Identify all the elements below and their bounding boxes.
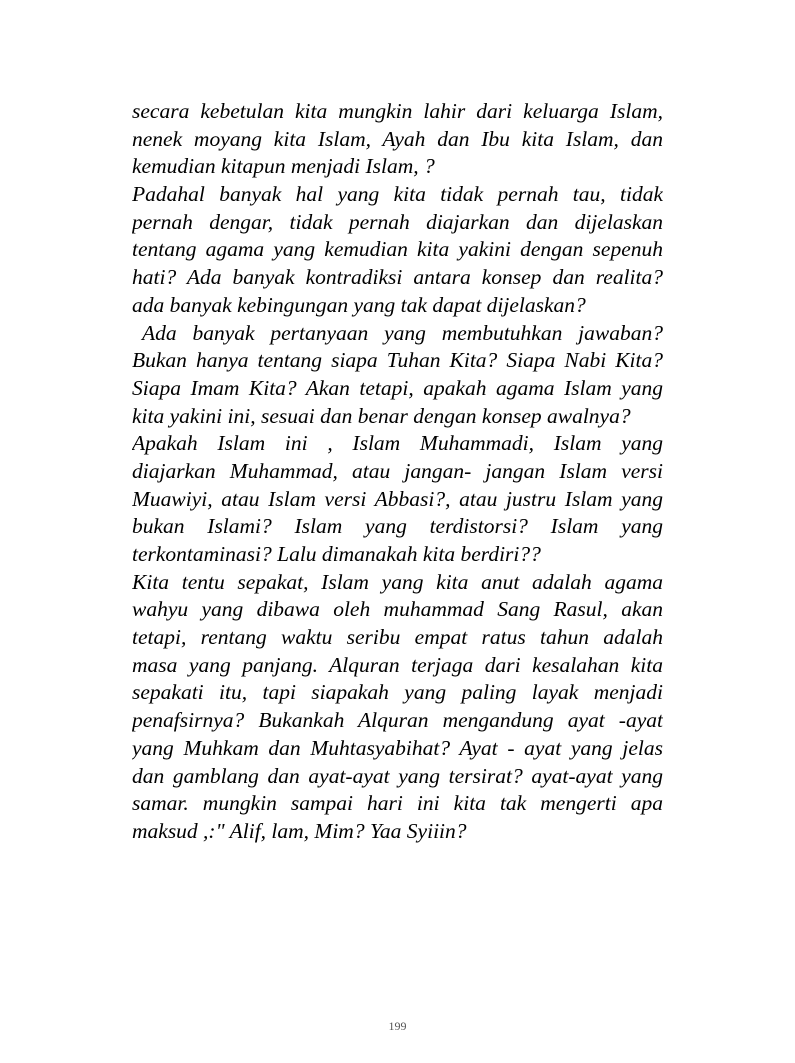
text-line: Ada banyak pertanyaan yang membutuhkan jawaban?	[142, 320, 663, 345]
text-line: yang Muhkam dan Muhtasyabihat? Ayat - ayat yang jelas	[132, 735, 663, 760]
text-line: nenek moyang kita Islam, Ayah dan Ibu kita Islam, dan	[132, 126, 663, 151]
text-line: Padahal banyak hal yang kita tidak pernah tau, tidak	[132, 182, 663, 207]
text-line: penafsirnya? Bukankah Alquran mengandung ayat -ayat	[132, 708, 663, 733]
text-line: tentang agama yang kemudian kita yakini dengan sepenuh	[132, 237, 663, 262]
text-line: Apakah Islam ini , Islam Muhammadi, Islam yang	[132, 431, 663, 456]
text-line: diajarkan Muhammad, atau jangan- jangan Islam versi	[132, 458, 663, 483]
text-line: Muawiyi, atau Islam versi Abbasi?, atau justru Islam yang	[132, 486, 663, 511]
text-line: masa yang panjang. Alquran terjaga dari kesalahan kita	[132, 652, 663, 677]
text-line: secara kebetulan kita mungkin lahir dari keluarga Islam,	[132, 99, 663, 123]
text-line: wahyu yang dibawa oleh muhammad Sang Rasul, akan	[132, 597, 663, 622]
text-line: hati? Ada banyak kontradiksi antara konsep dan realita?	[132, 265, 663, 290]
text-line: maksud ,:" Alif, lam, Mim? Yaa Syiiin?	[132, 818, 467, 843]
body-text	[132, 98, 663, 846]
text-line: Bukan hanya tentang siapa Tuhan Kita? Siapa Nabi Kita?	[132, 348, 663, 373]
text-line: terkontaminasi? Lalu dimanakah kita berdiri??	[132, 542, 541, 566]
text-line: tetapi, rentang waktu seribu empat ratus tahun adalah	[132, 625, 663, 650]
page-number: 199	[388, 1019, 407, 1033]
text-line: pernah dengar, tidak pernah diajarkan dan dijelaskan	[132, 209, 663, 234]
text-line: bukan Islami? Islam yang terdistorsi? Islam yang	[132, 514, 663, 539]
text-line: sepakati itu, tapi siapakah yang paling layak menjadi	[132, 680, 663, 705]
text-line: ada banyak kebingungan yang tak dapat dijelaskan?	[132, 292, 586, 317]
text-line: dan gamblang dan ayat-ayat yang tersirat? ayat-ayat yang	[132, 763, 663, 788]
text-line: samar. mungkin sampai hari ini kita tak mengerti apa	[132, 791, 663, 816]
text-line: kemudian kitapun menjadi Islam, ?	[132, 154, 435, 179]
text-line: Siapa Imam Kita? Akan tetapi, apakah agama Islam yang	[132, 375, 663, 400]
text-line: kita yakini ini, sesuai dan benar dengan konsep awalnya?	[132, 403, 631, 428]
text-line: Kita tentu sepakat, Islam yang kita anut adalah agama	[132, 569, 663, 594]
